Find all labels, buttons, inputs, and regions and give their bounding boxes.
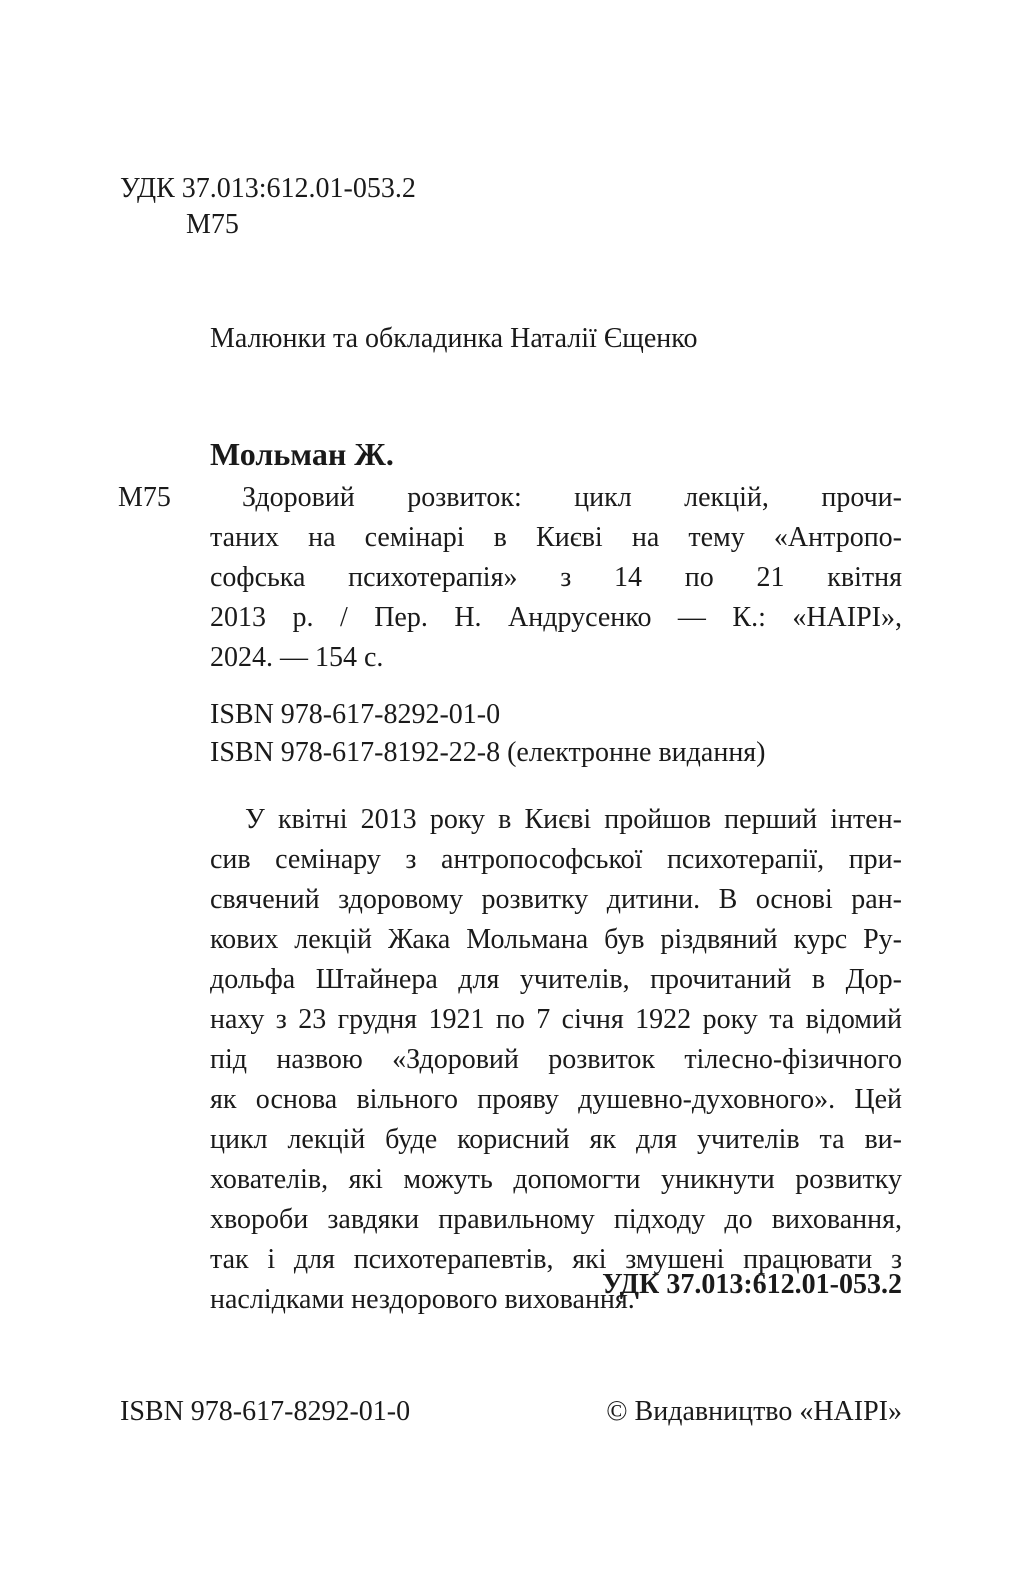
abstract-line: дольфа Штайнера для учителів, прочитаний в Дор- [210,964,902,995]
catalog-author: Мольман Ж. [210,436,394,472]
abstract-line: свячений здоровому розвитку дитини. В основі ран- [210,884,902,915]
catalog-author-mark: М75 [118,482,171,513]
abstract-line: так і для психотерапевтів, які змушені працювати з [210,1244,902,1275]
abstract-line: наслідками нездорового виховання. [210,1284,635,1315]
abstract-line: як основа вільного прояву душевно-духовного». Цей [210,1084,902,1115]
bibliographic-description [210,478,902,678]
abstract-line: У квітні 2013 року в Києві пройшов перший інтен- [245,804,902,835]
udk-code-bottom: УДК 37.013:612.01-053.2 [602,1269,902,1300]
bib-line: 2024. — 154 с. [210,642,384,673]
isbn-print: ISBN 978-617-8292-01-0 [210,699,501,730]
bib-line: 2013 р. / Пер. Н. Андрусенко — К.: «НАІРІ», [210,602,902,633]
abstract-line: хвороби завдяки правильному підходу до виховання, [210,1204,902,1235]
abstract-line: під назвою «Здоровий розвиток тілесно-фізичного [210,1044,902,1075]
bib-line: Здоровий розвиток: цикл лекцій, прочи- [242,482,902,513]
illustrations-credit: Малюнки та обкладинка Наталії Єщенко [210,323,698,354]
bib-line: софська психотерапія» з 14 по 21 квітня [210,562,902,593]
abstract-line: кових лекцій Жака Мольмана був різдвяний курс Ру- [210,924,902,955]
abstract-line: наху з 23 грудня 1921 по 7 січня 1922 року та відомий [210,1004,902,1035]
footer-isbn: ISBN 978-617-8292-01-0 [120,1396,411,1427]
udk-code: УДК 37.013:612.01-053.2 [120,173,416,204]
copyright-notice: © Видавництво «НАІРІ» [606,1396,902,1427]
abstract-line: сив семінару з антропософської психотерапії, при- [210,844,902,875]
isbn-electronic: ISBN 978-617-8192-22-8 (електронне видання) [210,737,766,768]
abstract [210,800,902,1320]
abstract-line: хователів, які можуть допомогти уникнути розвитку [210,1164,902,1195]
abstract-line: цикл лекцій буде корисний як для учителів та ви- [210,1124,902,1155]
author-mark: М75 [186,209,239,240]
bib-line: таних на семінарі в Києві на тему «Антропо- [210,522,902,553]
